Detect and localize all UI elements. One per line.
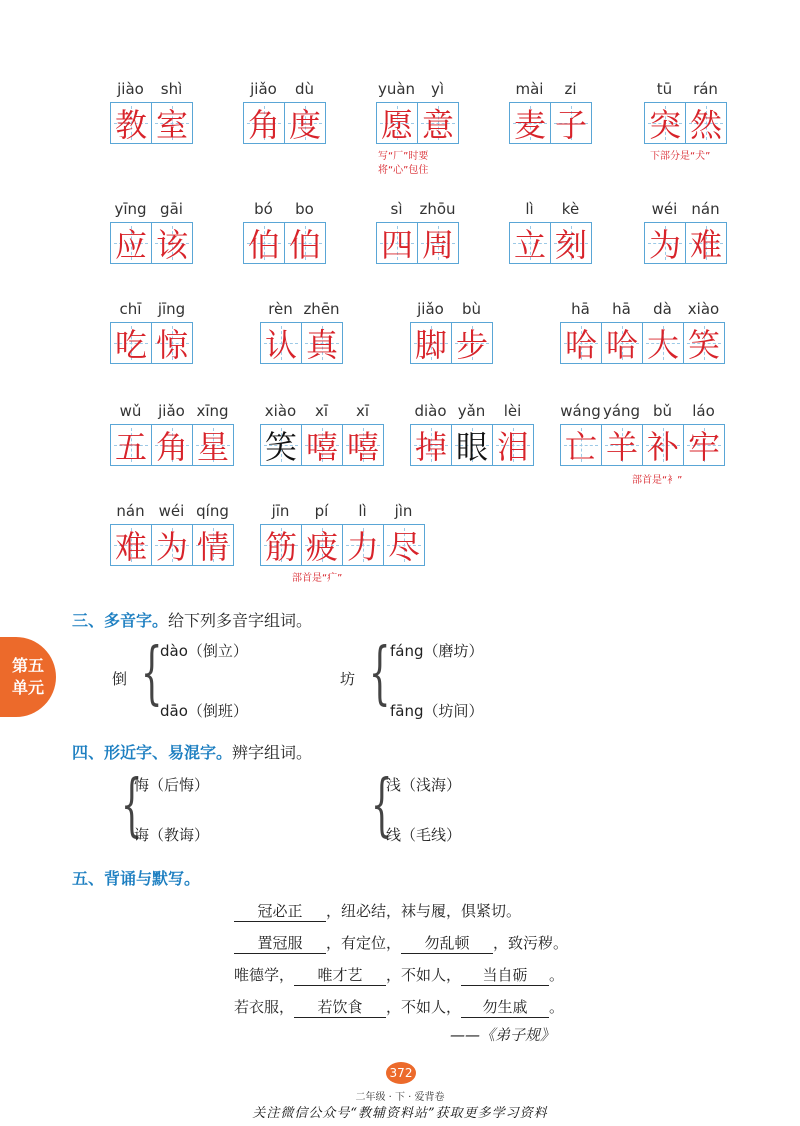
hanzi-char: 角 <box>155 428 188 466</box>
hanzi-char: 真 <box>305 326 338 364</box>
hanzi-char: 角 <box>247 106 280 144</box>
tianzige-cell <box>642 424 684 466</box>
answer-blank: 当自砺 <box>461 964 549 986</box>
pinyin-syllable: yuàn <box>377 80 416 98</box>
pinyin-syllable: xī <box>314 402 329 420</box>
recite-line1: 冠必正 ，纽必结，袜与履，俱紧切。 <box>234 900 521 922</box>
pinyin-syllable: jiǎo <box>158 402 185 420</box>
tianzige-cell <box>110 222 152 264</box>
pinyin-syllable: hā <box>571 300 590 318</box>
hanzi-char: 突 <box>648 106 681 144</box>
tianzige-cell <box>601 322 643 364</box>
pinyin-syllable: wéi <box>158 502 185 520</box>
section5-title: 五、背诵与默写。 <box>72 869 201 888</box>
hanzi-char: 教 <box>114 106 147 144</box>
tianzige-cell <box>451 424 493 466</box>
tianzige-cell <box>342 424 384 466</box>
tianzige-cell <box>376 102 418 144</box>
tianzige-cell <box>683 322 725 364</box>
pinyin-syllable: chī <box>119 300 142 318</box>
pinyin-syllable: lèi <box>503 402 522 420</box>
pinyin-syllable: gāi <box>160 200 183 218</box>
tianzige-cell <box>550 222 592 264</box>
tianzige-cell <box>151 424 193 466</box>
tianzige-cell <box>260 424 302 466</box>
hanzi-char: 吃 <box>114 326 147 364</box>
hanzi-char: 嘻 <box>346 428 379 466</box>
pinyin-syllable: lì <box>525 200 534 218</box>
tianzige-cell <box>509 222 551 264</box>
pinyin-syllable: bo <box>295 200 314 218</box>
tianzige-cell <box>342 524 384 566</box>
tianzige-cell <box>192 524 234 566</box>
pinyin-syllable: qíng <box>196 502 229 520</box>
poly-dao-1: dào（倒立） <box>160 642 248 660</box>
pinyin-syllable: jiǎo <box>417 300 444 318</box>
tianzige-cell <box>110 424 152 466</box>
poly-fang-1: fáng（磨坊） <box>390 642 484 660</box>
hanzi-char: 羊 <box>605 428 638 466</box>
pinyin-syllable: láo <box>692 402 715 420</box>
answer-blank: 冠必正 <box>234 900 326 922</box>
hanzi-char: 麦 <box>513 106 546 144</box>
page-number: 372 <box>386 1062 416 1084</box>
section3-title: 三、多音字。给下列多音字组词。 <box>72 611 313 630</box>
hanzi-char: 星 <box>196 428 229 466</box>
tianzige-cell <box>110 524 152 566</box>
tianzige-cell <box>509 102 551 144</box>
hanzi-char: 亡 <box>564 428 597 466</box>
similar-b2: 线（毛线） <box>386 826 462 844</box>
answer-blank: 勿乱顿 <box>401 932 493 954</box>
pinyin-syllable: jìn <box>394 502 413 520</box>
hanzi-char: 刻 <box>554 226 587 264</box>
pinyin-syllable: zhōu <box>419 200 456 218</box>
hanzi-char: 哈 <box>564 326 597 364</box>
hanzi-char: 步 <box>455 326 488 364</box>
tianzige-cell <box>642 322 684 364</box>
pinyin-syllable: shì <box>160 80 183 98</box>
hanzi-char: 泪 <box>496 428 529 466</box>
note-turan: 下部分是“犬” <box>650 151 711 162</box>
brace-icon: { <box>370 766 393 845</box>
pinyin-syllable: zhēn <box>303 300 340 318</box>
brace-icon: { <box>368 634 391 713</box>
hanzi-char: 该 <box>155 226 188 264</box>
pinyin-syllable: jīng <box>157 300 186 318</box>
pinyin-syllable: diào <box>414 402 447 420</box>
tianzige-cell <box>243 102 285 144</box>
pinyin-syllable: mài <box>515 80 544 98</box>
brace-icon: { <box>140 634 163 713</box>
hanzi-char: 嘻 <box>305 428 338 466</box>
hanzi-char: 眼 <box>455 428 488 466</box>
similar-b1: 浅（浅海） <box>386 776 462 794</box>
tianzige-cell <box>151 222 193 264</box>
recite-line4: 若衣服， 若饮食 ，不如人， 勿生戚 。 <box>234 998 565 1016</box>
hanzi-char: 立 <box>513 226 546 264</box>
note-jinpi: 部首是“疒” <box>292 573 343 584</box>
pinyin-syllable: tū <box>656 80 673 98</box>
hanzi-char: 然 <box>689 106 722 144</box>
hanzi-char: 大 <box>646 326 679 364</box>
hanzi-char: 为 <box>648 226 681 264</box>
tianzige-cell <box>110 322 152 364</box>
poly-dao-2: dāo（倒班） <box>160 702 248 720</box>
pinyin-syllable: rán <box>693 80 718 98</box>
hanzi-char: 愿 <box>380 106 413 144</box>
pinyin-syllable: xīng <box>196 402 229 420</box>
pinyin-syllable: wáng <box>560 402 601 420</box>
pinyin-syllable: wǔ <box>119 402 142 420</box>
pinyin-syllable: kè <box>561 200 580 218</box>
hanzi-char: 意 <box>421 106 454 144</box>
hanzi-char: 认 <box>264 326 297 364</box>
pinyin-syllable: dù <box>294 80 315 98</box>
tianzige-cell <box>151 102 193 144</box>
hanzi-char: 难 <box>114 528 147 566</box>
hanzi-char: 哈 <box>605 326 638 364</box>
hanzi-char: 伯 <box>288 226 321 264</box>
pinyin-syllable: nán <box>691 200 720 218</box>
pinyin-syllable: jīn <box>271 502 290 520</box>
recite-line3: 唯德学， 唯才艺 ，不如人， 当自砺 。 <box>234 966 565 984</box>
hanzi-char: 室 <box>155 106 188 144</box>
tianzige-cell <box>151 322 193 364</box>
pinyin-syllable: yáng <box>602 402 641 420</box>
pinyin-syllable: bó <box>254 200 273 218</box>
pinyin-syllable: bù <box>461 300 482 318</box>
answer-blank: 勿生戚 <box>461 996 549 1018</box>
hanzi-char: 脚 <box>414 326 447 364</box>
pinyin-syllable: yīng <box>114 200 147 218</box>
tianzige-cell <box>376 222 418 264</box>
pinyin-syllable: xiào <box>264 402 297 420</box>
hanzi-char: 笑 <box>687 326 720 364</box>
unit-tab-line1: 第五 <box>11 656 44 675</box>
answer-blank: 置冠服 <box>234 932 326 954</box>
pinyin-syllable: rèn <box>268 300 293 318</box>
similar-a1: 悔（后悔） <box>134 776 210 794</box>
hanzi-char: 度 <box>288 106 321 144</box>
hanzi-char: 难 <box>689 226 722 264</box>
tianzige-cell <box>550 102 592 144</box>
tianzige-cell <box>685 222 727 264</box>
tianzige-cell <box>560 322 602 364</box>
pinyin-syllable: hā <box>612 300 631 318</box>
tianzige-cell <box>260 524 302 566</box>
hanzi-char: 牢 <box>687 428 720 466</box>
hanzi-char: 应 <box>114 226 147 264</box>
hanzi-char: 笑 <box>264 428 297 466</box>
hanzi-char: 伯 <box>247 226 280 264</box>
tianzige-cell <box>685 102 727 144</box>
unit-tab-line2: 单元 <box>11 678 44 697</box>
hanzi-char: 疲 <box>305 528 338 566</box>
hanzi-char: 力 <box>346 528 379 566</box>
tianzige-cell <box>451 322 493 364</box>
hanzi-char: 惊 <box>155 326 188 364</box>
hanzi-char: 掉 <box>414 428 447 466</box>
tianzige-cell <box>110 102 152 144</box>
tianzige-cell <box>151 524 193 566</box>
footer-text: 关注微信公众号“教辅资料站”获取更多学习资料 <box>252 1106 548 1121</box>
poly-fang-2: fāng（坊间） <box>390 702 484 720</box>
unit-tab <box>0 637 56 717</box>
hanzi-char: 周 <box>421 226 454 264</box>
tianzige-cell <box>301 524 343 566</box>
tianzige-cell <box>683 424 725 466</box>
pinyin-syllable: jiǎo <box>250 80 277 98</box>
brace-icon: { <box>120 766 143 845</box>
answer-blank: 若饮食 <box>294 996 386 1018</box>
tianzige-cell <box>284 102 326 144</box>
tianzige-cell <box>417 222 459 264</box>
tianzige-cell <box>260 322 302 364</box>
tianzige-cell <box>243 222 285 264</box>
pinyin-syllable: jiào <box>117 80 144 98</box>
answer-blank: 唯才艺 <box>294 964 386 986</box>
pinyin-syllable: xiào <box>687 300 720 318</box>
tianzige-cell <box>492 424 534 466</box>
note-bulao: 部首是“衤” <box>632 475 683 486</box>
hanzi-char: 为 <box>155 528 188 566</box>
tianzige-cell <box>417 102 459 144</box>
pinyin-syllable: dà <box>653 300 672 318</box>
tianzige-cell <box>301 424 343 466</box>
tianzige-cell <box>644 102 686 144</box>
hanzi-char: 五 <box>114 428 147 466</box>
tianzige-cell <box>301 322 343 364</box>
pinyin-syllable: zi <box>564 80 577 98</box>
tianzige-cell <box>644 222 686 264</box>
pinyin-syllable: bǔ <box>652 402 673 420</box>
pinyin-syllable: yì <box>430 80 445 98</box>
hanzi-char: 补 <box>646 428 679 466</box>
pinyin-syllable: sì <box>390 200 403 218</box>
hanzi-char: 子 <box>554 106 587 144</box>
tianzige-cell <box>601 424 643 466</box>
tianzige-cell <box>383 524 425 566</box>
note-yuanyi: 写“厂”时要 将“心”包住 <box>378 151 429 176</box>
tianzige-cell <box>410 424 452 466</box>
tianzige-cell <box>192 424 234 466</box>
pinyin-syllable: nán <box>116 502 145 520</box>
similar-a2: 诲（教诲） <box>134 826 210 844</box>
tianzige-cell <box>284 222 326 264</box>
pinyin-syllable: xī <box>355 402 370 420</box>
pinyin-syllable: lì <box>358 502 367 520</box>
hanzi-char: 四 <box>380 226 413 264</box>
pinyin-syllable: pí <box>314 502 329 520</box>
hanzi-char: 尽 <box>387 528 420 566</box>
poly-dao-char: 倒 <box>112 670 128 688</box>
tianzige-cell <box>560 424 602 466</box>
tianzige-cell <box>410 322 452 364</box>
hanzi-char: 情 <box>196 528 229 566</box>
section4-title: 四、形近字、易混字。辨字组词。 <box>72 743 313 762</box>
hanzi-char: 筋 <box>264 528 297 566</box>
recite-source: ——《弟子规》 <box>450 1026 556 1044</box>
recite-line2: 置冠服 ，有定位， 勿乱顿 ，致污秽。 <box>234 932 568 954</box>
pinyin-syllable: yǎn <box>457 402 486 420</box>
footer-subtitle: 二年级 · 下 · 爱背卷 <box>355 1092 445 1103</box>
pinyin-syllable: wéi <box>651 200 678 218</box>
poly-fang-char: 坊 <box>340 670 356 688</box>
